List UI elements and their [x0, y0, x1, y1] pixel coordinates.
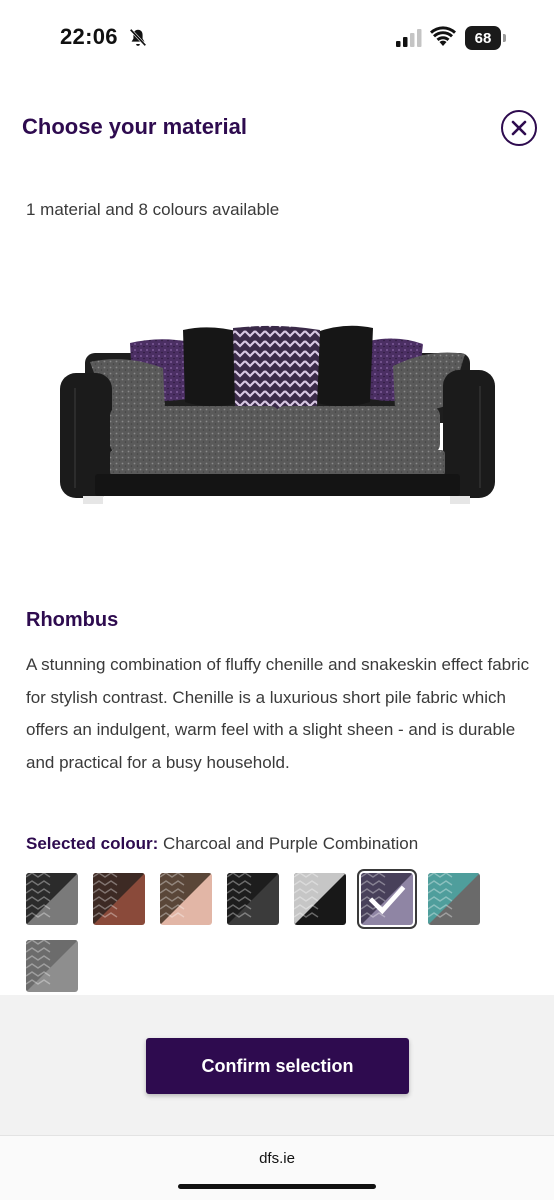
check-icon — [361, 873, 413, 925]
close-icon — [511, 120, 527, 136]
material-description: A stunning combination of fluffy chenille and snakeskin effect fabric for stylish contrast. Chenille is a luxurious short pile fabric which offers an indulgent, warm feel with a slight sheen - and is durable and practical for a busy household. — [26, 655, 530, 772]
bell-off-icon — [127, 27, 149, 49]
material-name: Rhombus — [26, 609, 119, 631]
swatch-mocha-pink[interactable] — [160, 873, 212, 925]
swatch-grey[interactable] — [26, 940, 78, 992]
swatch-charcoal-purple[interactable] — [361, 873, 413, 925]
battery-level: 68 — [465, 26, 501, 50]
availability-text: 1 material and 8 colours available — [26, 200, 280, 219]
selected-colour-row — [26, 834, 418, 854]
page-title: Choose your material — [22, 114, 247, 139]
swatch-black-grey[interactable] — [26, 873, 78, 925]
status-bar — [0, 0, 554, 78]
swatch-brown-rust[interactable] — [93, 873, 145, 925]
swatch-teal-grey[interactable] — [428, 873, 480, 925]
swatch-silver-black[interactable] — [294, 873, 346, 925]
battery-icon — [465, 26, 507, 50]
wifi-icon — [430, 26, 456, 48]
sofa-product-image — [55, 318, 500, 510]
url-text: dfs.ie — [259, 1150, 295, 1167]
selected-colour-value: Charcoal and Purple Combination — [163, 834, 419, 853]
browser-url-bar[interactable] — [0, 1135, 554, 1200]
swatch-black[interactable] — [227, 873, 279, 925]
close-button[interactable] — [501, 110, 537, 146]
selected-colour-label: Selected colour: — [26, 834, 159, 853]
signal-icon — [396, 29, 422, 47]
confirm-selection-button[interactable]: Confirm selection — [146, 1038, 409, 1094]
status-time: 22:06 — [60, 24, 118, 49]
home-indicator[interactable] — [178, 1184, 376, 1189]
battery-tip — [503, 34, 506, 42]
